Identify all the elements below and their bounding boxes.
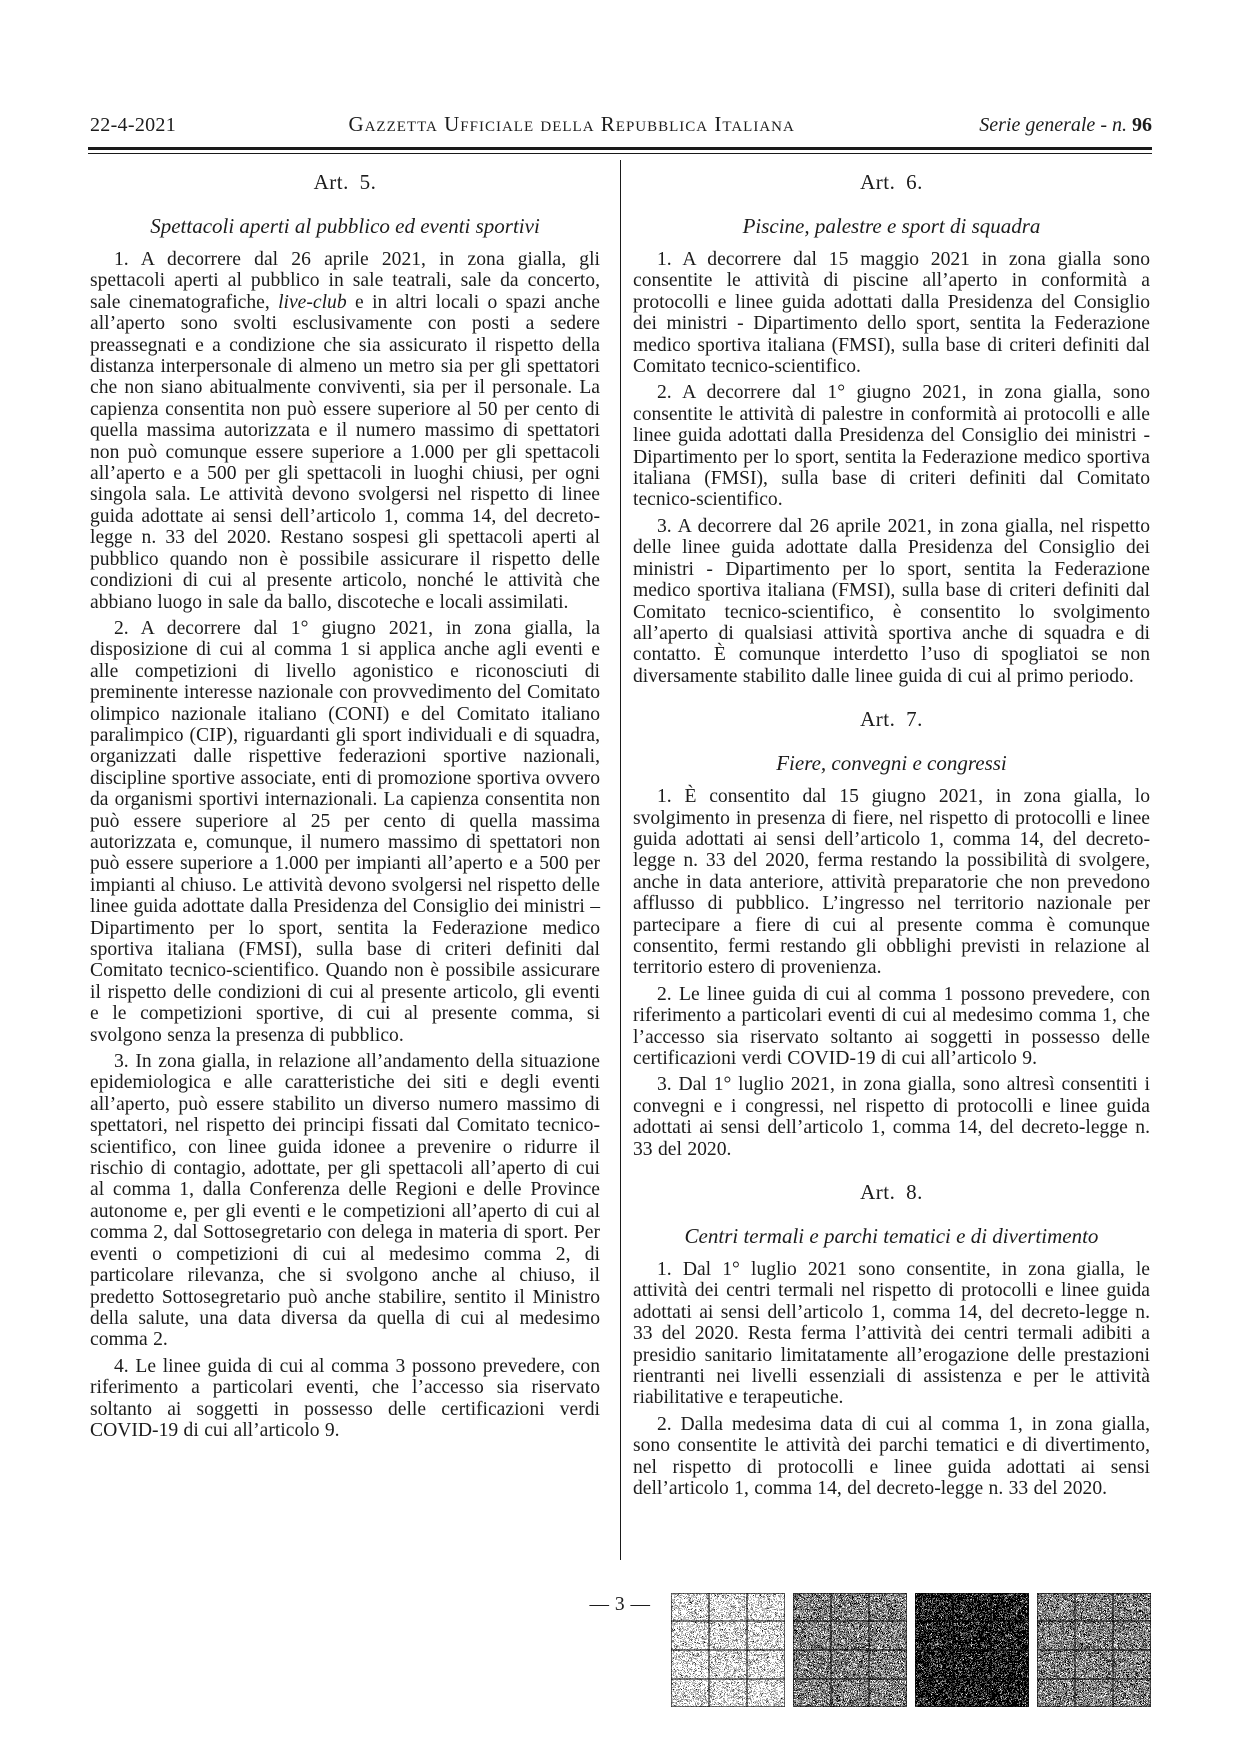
article-5-paragraph-2: 2. A decorrere dal 1° giugno 2021, in zona gialla, la disposizione di cui al comma 1 si applica anche agli eventi e alle competizioni di livello agonistico e riconosciuti di preminente interesse nazionale con provvedimento del Comitato olimpico nazionale italiano (CONI) e del Comitato italiano paralimpico (CIP), riguardanti gli sport individuali e di squadra, organizzati dalle rispettive federazioni sportive nazionali, discipline sportive associate, enti di promozione sportiva ovvero da organismi sportivi internazionali. La capienza consentita non può essere superiore al 25 per cento di quella massima autorizzata e, comunque, il numero massimo di spettatori non può essere superiore a 1.000 per impianti all’aperto e a 500 per impianti al chiuso. Le attività devono svolgersi nel rispetto delle linee guida adottate dalla Presidenza del Consiglio dei ministri – Dipartimento per lo sport, sentita la Federazione medico sportiva italiana (FMSI), sulla base di criteri definiti dal Comitato tecnico-scientifico. Quando non è possibile assicurare il rispetto delle condizioni di cui al presente articolo, gli eventi e le competizioni sportive, di cui al presente comma, si svolgono senza la presenza di pubblico. (90, 617, 601, 1046)
page-number: — 3 — (589, 1594, 651, 1615)
header-rules (88, 147, 1152, 154)
article-5-paragraph-4: 4. Le linee guida di cui al comma 3 possono prevedere, con riferimento a particolari eventi, che l’accesso sia riservato soltanto ai soggetti in possesso delle certificazioni verdi COVID-19 di cui all’articolo 9. (90, 1355, 600, 1441)
header-title: Gazzetta Ufficiale della Repubblica Italiana (348, 112, 795, 136)
right-column (633, 158, 1150, 1500)
article-7 (633, 707, 1150, 1160)
header-rule-thick (88, 147, 1152, 150)
article-7-paragraph-2: 2. Le linee guida di cui al comma 1 possono prevedere, con riferimento a particolari eventi di cui al medesimo comma 1, che l’accesso sia riservato soltanto ai soggetti in possesso delle certificazioni verdi COVID-19 di cui all’articolo 9. (633, 983, 1150, 1069)
series-number: 96 (1131, 114, 1152, 136)
scan-artifact-block (793, 1593, 907, 1707)
article-8 (633, 1180, 1150, 1499)
article-6-subtitle: Piscine, palestre e sport di squadra (742, 214, 1041, 238)
article-7-number: Art. 7. (860, 707, 923, 732)
scan-artifact-block (915, 1593, 1029, 1707)
article-7-paragraph-3: 3. Dal 1° luglio 2021, in zona gialla, sono altresì consentiti i convegni e i congressi, nel rispetto di protocolli e linee guida adottati ai sensi dell’articolo 1, comma 14, del decreto-legge n. 33 del 2020. (633, 1074, 1150, 1160)
series-separator: - n. (1095, 114, 1132, 136)
article-6-paragraph-3: 3. A decorrere dal 26 aprile 2021, in zona gialla, nel rispetto delle linee guida adottate dalla Presidenza del Consiglio dei ministri - Dipartimento per lo sport, sentita la Federazione medico sportiva italiana (FMSI), sulla base di criteri definiti dal Comitato tecnico-scientifico, è consentito lo svolgimento all’aperto di qualsiasi attività sportiva anche di squadra e di contatto. È comunque interdetto l’uso di spogliatoi se non diversamente stabilito dalle linee guida di cui al primo periodo. (633, 515, 1150, 687)
article-8-subtitle: Centri termali e parchi tematici e di divertimento (684, 1224, 1099, 1249)
article-6-paragraph-1: 1. A decorrere dal 15 maggio 2021 in zona gialla sono consentite le attività di piscine all’aperto in conformità a protocolli e linee guida adottati dalla Presidenza del Consiglio dei ministri - Dipartimento dello sport, sentita la Federazione medico sportiva italiana (FMSI), sulla base di criteri definiti dal Comitato tecnico-scientifico. (633, 249, 1150, 378)
article-5-number: Art. 5. (313, 170, 377, 194)
header-date: 22-4-2021 (90, 114, 177, 136)
header-series (979, 114, 1152, 137)
header-rule-thin (88, 153, 1152, 154)
left-column (90, 158, 600, 1441)
scan-artifact-strip (671, 1593, 1151, 1707)
scan-artifact-block (671, 1593, 785, 1707)
series-label: Serie generale (979, 114, 1096, 136)
article-8-number: Art. 8. (860, 1180, 923, 1205)
article-7-paragraph-1: 1. È consentito dal 15 giugno 2021, in zona gialla, lo svolgimento in presenza di fiere, nel rispetto di protocolli e linee guida adottati ai sensi dell’articolo 1, comma 14, del decreto-legge n. 33 del 2020, ferma restando la possibilità di svolgere, anche in data anteriore, attività preparatorie che non prevedono afflusso di pubblico. L’ingresso nel territorio nazionale per partecipare a fiere di cui al presente comma è comunque consentito, fermi restando gli obblighi previsti in relazione al territorio estero di provenienza. (633, 786, 1150, 979)
article-5 (90, 170, 600, 1441)
article-6 (633, 170, 1150, 687)
article-5-paragraph-1: 1. A decorrere dal 26 aprile 2021, in zona gialla, gli spettacoli aperti al pubblico in sale teatrali, sale da concerto, sale cinematografiche, live-club e in altri locali o spazi anche all’aperto sono svolti esclusivamente con posti a sedere preassegnati e a condizione che sia assicurato il rispetto della distanza interpersonale di almeno un metro sia per gli spettatori che non siano abitualmente conviventi, sia per il personale. La capienza consentita non può essere superiore al 50 per cento di quella massima autorizzata e il numero massimo di spettatori non può comunque essere superiore a 1.000 per gli spettacoli all’aperto e a 500 per gli spettacoli in luoghi chiusi, per ogni singola sala. Le attività devono svolgersi nel rispetto di linee guida adottate ai sensi dell’articolo 1, comma 14, del decreto-legge n. 33 del 2020. Restano sospesi gli spettacoli aperti al pubblico quando non è possibile assicurare il rispetto delle condizioni di cui al presente articolo, nonché le attività che abbiano luogo in sale da ballo, discoteche e locali assimilati. (90, 249, 600, 613)
article-6-number: Art. 6. (860, 170, 923, 194)
scan-artifact-block (1037, 1593, 1151, 1707)
column-divider (620, 160, 621, 1560)
article-8-paragraph-2: 2. Dalla medesima data di cui al comma 1, in zona gialla, sono consentite le attività dei parchi tematici e di divertimento, nel rispetto di protocolli e linee guida adottati ai sensi dell’articolo 1, comma 14, del decreto-legge n. 33 del 2020. (633, 1413, 1150, 1500)
article-8-paragraph-1: 1. Dal 1° luglio 2021 sono consentite, in zona gialla, le attività dei centri termali nel rispetto di protocolli e linee guida adottati ai sensi dell’articolo 1, comma 14, del decreto-legge n. 33 del 2020. Resta ferma l’attività dei centri termali adibiti a presidio sanitario limitatamente all’erogazione delle prestazioni rientranti nei livelli essenziali di assistenza e per le attività riabilitative e terapeutiche. (633, 1259, 1150, 1409)
page-header (90, 112, 1152, 137)
article-5-paragraph-3: 3. In zona gialla, in relazione all’andamento della situazione epidemiologica e alle caratteristiche dei siti e degli eventi all’aperto, può essere stabilito un diverso numero massimo di spettatori, nel rispetto dei principi fissati dal Comitato tecnico-scientifico, con linee guida idonee a prevenire o ridurre il rischio di contagio, adottate, per gli spettacoli all’aperto di cui al comma 1, dalla Conferenza delle Regioni e delle Province autonome e, per gli eventi e le competizioni all’aperto di cui al comma 2, dal Sottosegretario con delega in materia di sport. Per eventi o competizioni di cui al medesimo comma 2, di particolare rilevanza, che si svolgono anche al chiuso, il predetto Sottosegretario può anche stabilire, sentito il Ministro della salute, una data diversa da quella di cui al medesimo comma 2. (90, 1051, 600, 1351)
article-6-paragraph-2: 2. A decorrere dal 1° giugno 2021, in zona gialla, sono consentite le attività di palestre in conformità ai protocolli e alle linee guida adottati dalla Presidenza del Consiglio dei ministri - Dipartimento per lo sport, sentita la Federazione medico sportiva italiana (FMSI), sulla base di criteri definiti dal Comitato tecnico-scientifico. (633, 382, 1150, 511)
article-5-subtitle: Spettacoli aperti al pubblico ed eventi sportivi (150, 214, 540, 238)
article-7-subtitle: Fiere, convegni e congressi (776, 751, 1007, 776)
